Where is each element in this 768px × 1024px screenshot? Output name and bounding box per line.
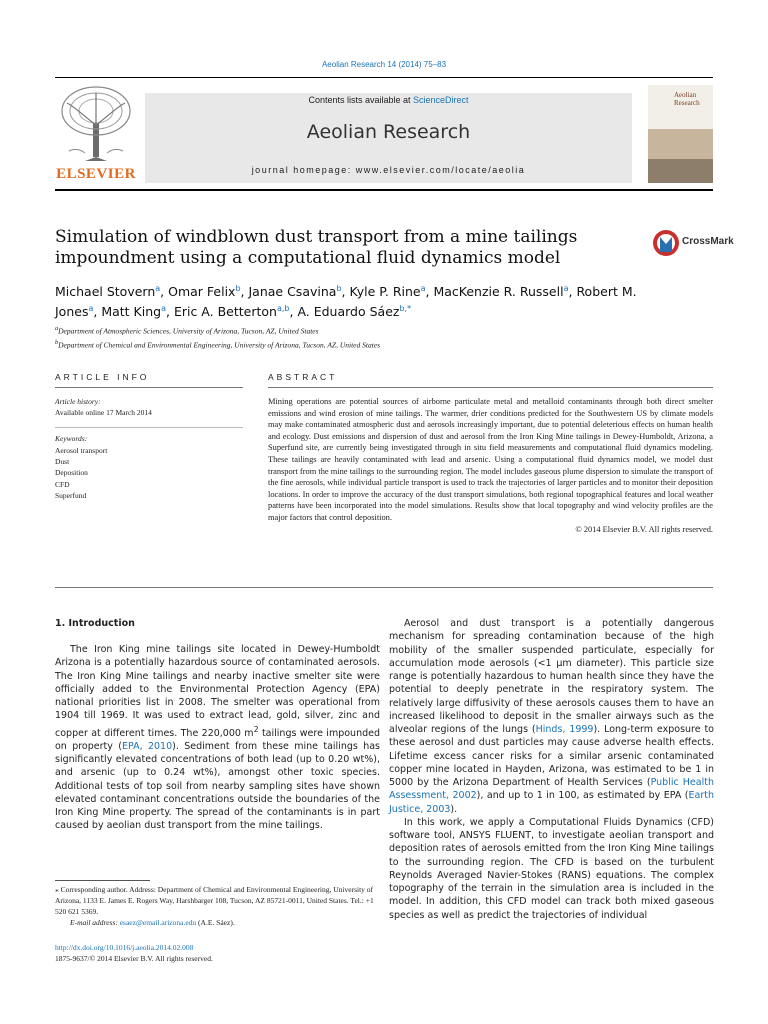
- citation-link[interactable]: Hinds, 1999: [535, 724, 594, 735]
- article-info-heading: ARTICLE INFO: [55, 372, 150, 382]
- affiliation-marker[interactable]: a,b: [276, 304, 290, 314]
- doi-link[interactable]: http://dx.doi.org/10.1016/j.aeolia.2014.02.008: [55, 943, 194, 952]
- section-heading-introduction: 1. Introduction: [55, 618, 135, 629]
- journal-header-box: [145, 93, 632, 183]
- author-list: Michael Stovern$^a$, Omar Felix$^b$, Janae Csavina$^b$, Kyle P. Rine$^a$, MacKenzie R. Russell$^a$, Robert M. Jones$^a$, Matt King$^a$, Eric A. Betterton$^{a,b}$, A. Eduardo Sáez$^{b,*}$: [55, 284, 637, 320]
- affiliation-line: $^a$Department of Atmospheric Sciences, University of Arizona, Tucson, AZ, United States: [55, 325, 319, 336]
- homepage-url[interactable]: www.elsevier.com/locate/aeolia: [355, 165, 526, 175]
- affiliation-marker[interactable]: a: [420, 284, 426, 293]
- affiliation-line: $^b$Department of Chemical and Environmental Engineering, University of Arizona, Tucson, AZ, United States: [55, 338, 381, 349]
- keyword-item: Dust: [55, 457, 70, 467]
- author-name[interactable]: MacKenzie R. Russell: [433, 284, 564, 300]
- header-bottom-rule: [55, 189, 713, 191]
- crossmark-icon: [652, 228, 680, 258]
- abstract-heading: ABSTRACT: [268, 372, 338, 382]
- homepage-prefix: journal homepage:: [251, 165, 356, 175]
- abstract-copyright: © 2014 Elsevier B.V. All rights reserved.: [575, 524, 713, 534]
- abstract-rule: [268, 387, 713, 388]
- affiliations: [55, 323, 715, 350]
- citation-link[interactable]: EPA, 2010: [121, 740, 173, 752]
- tree-logo-icon: [55, 85, 137, 163]
- author-name[interactable]: Kyle P. Rine: [349, 284, 421, 300]
- abstract-body: [268, 396, 713, 535]
- affiliation-marker[interactable]: b,*: [399, 304, 412, 314]
- doi-block: [55, 942, 213, 964]
- keyword-item: Deposition: [55, 468, 88, 478]
- email-link[interactable]: esaez@email.arizona.edu: [119, 918, 197, 927]
- citation-link[interactable]: Earth Justice, 2003: [389, 790, 715, 815]
- author-name[interactable]: Janae Csavina: [248, 284, 337, 300]
- author-name[interactable]: A. Eduardo Sáez: [297, 304, 400, 320]
- author-name[interactable]: Omar Felix: [168, 284, 236, 300]
- affiliation-marker[interactable]: b: [235, 284, 241, 293]
- paragraph: The Iron King mine tailings site located in Dewey-Humboldt Arizona is a potentially hazardous source of contaminated aerosols. The Iron King Mine tailings and nearby inactive smelter site were officially added to the Environmental Protection Agency (EPA) national priorities list in 2008. The smelter was operational from 1904 till 1969. It was used to extract lead, gold, silver, zinc and copper at different times. The 220,000 $m^2$ tailings were impounded on property (EPA, 2010). Sediment from these mine tailings has significantly elevated concentrations of both lead (up to 0.20 wt%), and arsenic (up to 0.24 wt%), amongst other toxic species. Additional tests of top soil from nearby sampling sites have shown elevated contaminant concentrations outside the boundaries of the Iron King Mine property. The spread of the contaminants is in part caused by aeolian dust transport from the mine tailings.: [55, 644, 381, 832]
- crossmark-badge[interactable]: [652, 228, 732, 260]
- keyword-item: Aerosol transport: [55, 446, 108, 455]
- keywords-label: Keywords:: [55, 434, 88, 443]
- footnote-rule: [55, 880, 150, 881]
- author-name[interactable]: Eric A. Betterton: [173, 304, 277, 320]
- contents-line: [145, 95, 632, 105]
- affiliation-marker[interactable]: a: [161, 304, 166, 314]
- journal-title: Aeolian Research: [306, 121, 471, 143]
- article-title: Simulation of windblown dust transport from a mine tailings impoundment using a computational fluid dynamics model: [55, 227, 578, 268]
- footnote-text: Corresponding author. Address: Department of Chemical and Environmental Engineering, University of Arizona, 1133 E. James E. Rogers Way, Harshbarger 108, Tucson, AZ 85721-0011, United States. Tel.: +1 520 621 5369.: [55, 885, 374, 916]
- corresponding-author-footnote: ⁎ Corresponding author. Address: Department of Chemical and Environmental Engineering, University of Arizona, 1133 E. James E. Rogers Way, Harshbarger 108, Tucson, AZ 85721-0011, United States. Tel.: +1 520 621 5369. E-mail address: esaez@email.arizona.edu (A.E. Sáez).: [55, 885, 374, 927]
- author-name[interactable]: Robert M. Jones: [55, 284, 637, 320]
- keywords-rule: [55, 427, 243, 428]
- paragraph: In this work, we apply a Computational Fluids Dynamics (CFD) software tool, ANSYS FLUENT, to investigate aeolian transport and deposition rates of aerosols emitted from the Iron King Mine tailings to the surrounding region. The CFD is based on the turbulent Reynolds Averaged Navier-Stokes (RANS) equations. The complex topography of the terrain in the simulation area is included in the model. In addition, this CFD model can track both mixed gaseous species as well as predict the trajectories of individual: [389, 816, 714, 921]
- author-name[interactable]: Matt King: [101, 304, 162, 320]
- article-info-rule: [55, 387, 243, 388]
- issn-line: 1875-9637/© 2014 Elsevier B.V. All rights reserved.: [55, 954, 213, 963]
- affiliation-marker[interactable]: a: [155, 284, 161, 293]
- publisher-name: ELSEVIER: [56, 166, 136, 182]
- abstract-text: Mining operations are potential sources of airborne particulate metal and metalloid contaminants through both direct smelter emissions and wind erosion of mine tailings. The warmer, drier conditions predicted for the Southwestern US by climate models may make contaminated atmospheric dust and aerosols increasingly important, due to potential deleterious effects on human health and ecology. Dust emissions and dispersion of dust and aerosol from the Iron King Mine tailings in Dewey-Humboldt, Arizona, a Superfund site, are currently being investigated through in situ field measurements and computational fluid dynamics modeling. These tailings are heavily contaminated with lead and arsenic. Using a computational fluid dynamics model, we model dust transport from the mine tailings to the surrounding region. The model includes gaseous plume dispersion to simulate the transport of the fine aerosols, while individual particle transport is used to track the trajectories of larger particles and to monitor their deposition locations. In order to improve the accuracy of the dust transport simulations, both regional topographical features and local weather patterns have been incorporated into the model simulations. Results show that local topography and wind velocity profiles are the major factors that control deposition.: [268, 397, 713, 522]
- history-label: Article history:: [55, 397, 101, 406]
- footnote-mark: ⁎: [55, 885, 59, 894]
- affiliation-marker[interactable]: a: [563, 284, 569, 293]
- abstract-bottom-rule: [55, 587, 713, 588]
- email-label: E-mail address:: [70, 918, 120, 927]
- keywords-list: [55, 445, 107, 501]
- sciencedirect-link[interactable]: ScienceDirect: [413, 95, 469, 105]
- journal-homepage: [145, 165, 632, 175]
- header-top-rule: [55, 77, 713, 78]
- author-name[interactable]: Michael Stovern: [55, 284, 156, 300]
- paragraph: Aerosol and dust transport is a potentially dangerous mechanism for spreading contamination because of the high mobility of the smaller suspended particulate, especially for accumulation mode aerosols (<1 μm diameter). This particle size range is potentially hazardous to human health since they have the potential to deeply penetrate in the respiratory system. The relatively large diffusivity of these aerosols causes them to have an increased likelihood to deposit in the smaller airways such as the alveolar regions of the lungs (Hinds, 1999). Long-term exposure to these aerosol and dust particles may cause adverse health effects. Lifetime excess cancer risks for a similar arsenic contaminated copper mine located in Hayden, Arizona, was estimated to be 1 in 5000 by the Arizona Department of Health Services (Public Health Assessment, 2002), and up to 1 in 100, as estimated by EPA (Earth Justice, 2003).: [389, 618, 715, 815]
- publisher-logo: [55, 85, 137, 183]
- history-value: Available online 17 March 2014: [55, 408, 152, 417]
- cover-title: Aeolian Research: [674, 91, 700, 107]
- keyword-item: Superfund: [55, 490, 87, 500]
- keyword-item: CFD: [55, 479, 70, 489]
- affiliation-marker[interactable]: b: [336, 284, 342, 293]
- body-column-right: [389, 617, 714, 922]
- affiliation-marker[interactable]: a: [88, 304, 94, 314]
- contents-prefix: Contents lists available at: [308, 95, 414, 105]
- citation-link[interactable]: Public Health Assessment, 2002: [389, 777, 714, 802]
- journal-citation[interactable]: Aeolian Research 14 (2014) 75–83: [321, 60, 447, 69]
- body-column-left: [55, 643, 380, 833]
- crossmark-label: CrossMark: [682, 236, 734, 247]
- journal-cover-image: [648, 85, 713, 183]
